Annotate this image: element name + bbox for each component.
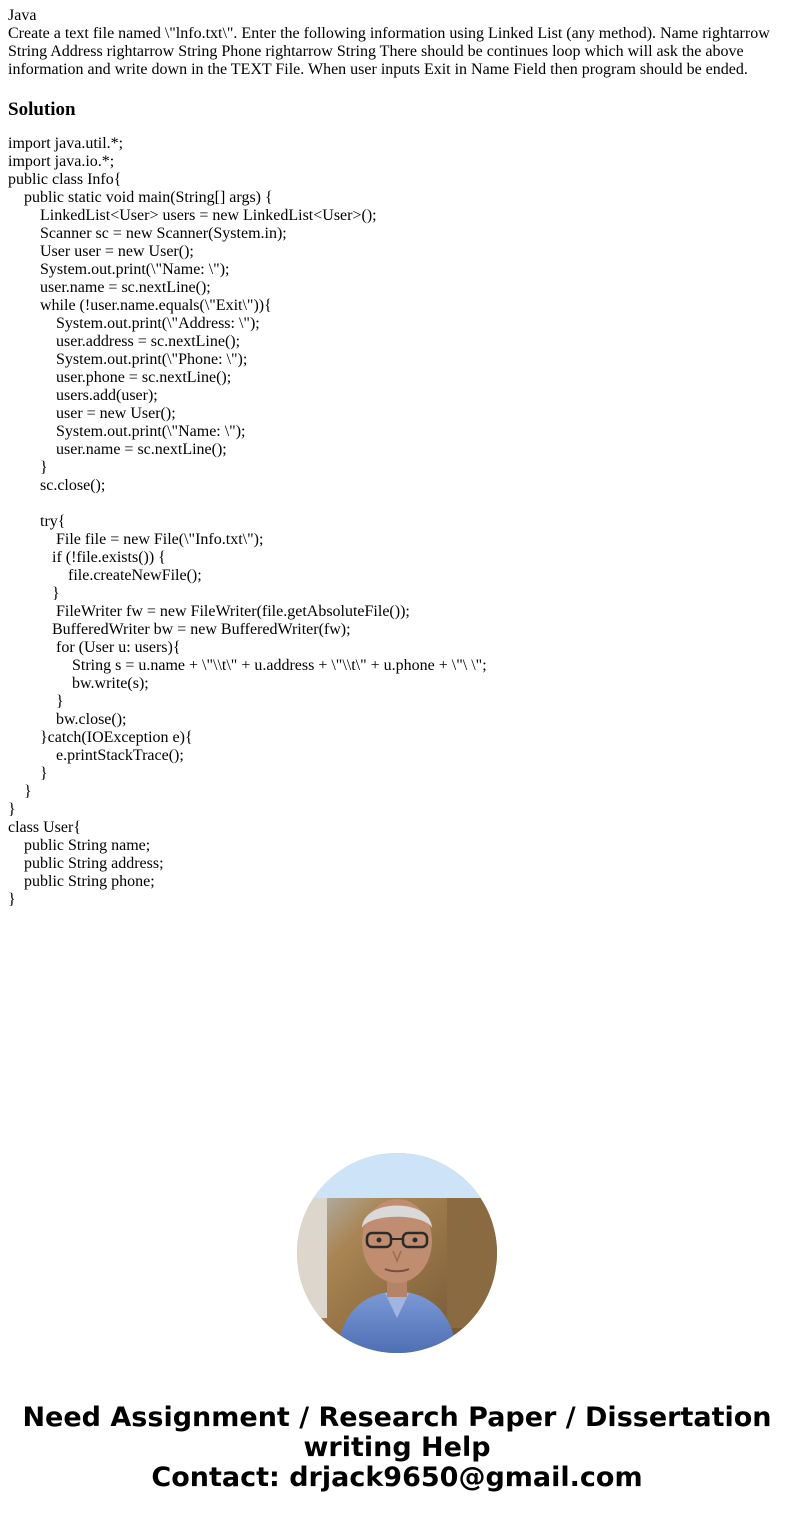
promo-line-1: Need Assignment / Research Paper / Dissertation [22,1402,772,1433]
solution-heading: Solution [8,99,76,120]
promo-line-2: writing Help [303,1432,491,1463]
person-portrait-icon [297,1153,497,1353]
solution-code: import java.util.*; import java.io.*; public class Info{ public static void main(String[] args) { LinkedList<User> users = new LinkedList<User>(); Scanner sc = new Scanner(System.in); User user = new User(); System.out.print(\"Name: \"); user.name = sc.nextLine(); while (!user.name.equals(\"Exit\")){ System.out.print(\"Address: \"); user.address = sc.nextLine(); System.out.print(\"Phone: \"); user.phone = sc.nextLine(); users.add(user); user = new User(); System.out.print(\"Name: \"); user.name = sc.nextLine(); } sc.close(); try{ File file = new File(\"Info.txt\"); if (!file.exists()) { file.createNewFile(); } FileWriter fw = new FileWriter(file.getAbsoluteFile()); BufferedWriter bw = new BufferedWriter(fw); for (User u: users){ String s = u.name + \"\\t\" + u.address + \"\\t\" + u.phone + \"\ \"; bw.write(s); } bw.close(); }catch(IOException e){ e.printStackTrace(); } } } class User{ public String name; public String address; public String phone; } [8,135,487,908]
promo-contact: Contact: drjack9650@gmail.com [151,1462,643,1493]
question-text: Create a text file named \"lnfo.txt\". Enter the following information using Linked List (any method). Name rightarrow String Address rightarrow String Phone rightarrow String There should be continues loop which will ask the above information and write down in the TEXT File. When user inputs Exit in Name Field then program should be ended. [8,25,770,78]
document-body [8,7,784,909]
promo-banner [0,1403,794,1493]
subject-label: Java [8,7,37,24]
author-avatar [297,1153,497,1353]
